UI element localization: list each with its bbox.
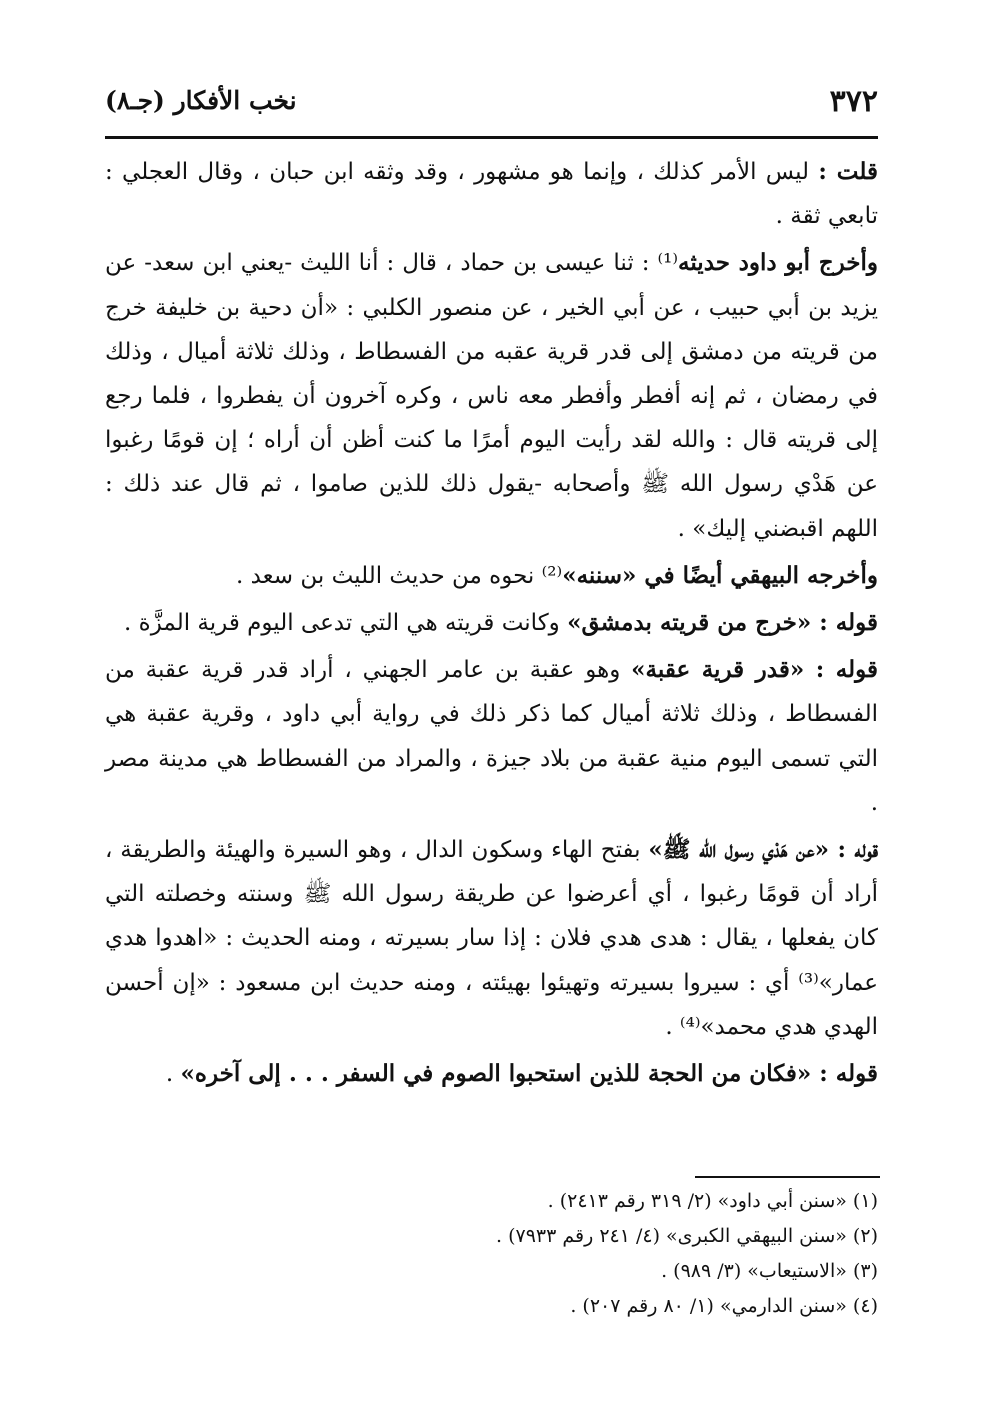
paragraph-bayhaqi	[105, 554, 878, 598]
paragraph-text: بفتح الهاء وسكون الدال ، وهو السيرة والهيئة والطريقة ، أراد أن قومًا رغبوا ، أي أعرضوا عن طريقة رسول الله ﷺ وسنته وخصلته التي كان يفعلها ، يقال : هدى هدي فلان : إذا سار بسيرته ، ومنه الحديث : «اهدوا هدي عمار»⁽³⁾ أي : سيروا بسيرته وتهيئوا بهيئته ، ومنه حديث ابن مسعود : «إن أحسن الهدي هدي محمد»⁽⁴⁾ .	[105, 837, 878, 1040]
book-title: نخب الأفكار (جـ٨)	[105, 86, 297, 115]
footnote-3: (٣) «الاستيعاب» (٣/ ٩٨٩) .	[661, 1260, 878, 1282]
paragraph-qult	[105, 150, 878, 238]
paragraph-text: ⁽²⁾ نحوه من حديث الليث بن سعد .	[235, 562, 563, 589]
paragraph-text: ⁽¹⁾ : ثنا عيسى بن حماد ، قال : أنا الليث -يعني ابن سعد- عن يزيد بن أبي حبيب ، عن أبي الخير ، عن منصور الكلبي : «أن دحية بن خليفة خرج من قريته من دمشق إلى قدر قرية عقبه من الفسطاط ، وذلك ثلاثة أميال ، وذلك في رمضان ، ثم إنه أفطر وأفطر معه ناس ، وكره آخرون أن يفطروا ، فلما رجع إلى قريته قال : والله لقد رأيت اليوم أمرًا ما كنت أظن أن أراه ؛ إن قومًا رغبوا عن هَدْي رسول الله ﷺ وأصحابه -يقول ذلك للذين صاموا ، ثم قال عند ذلك : اللهم اقبضني إليك» .	[105, 250, 879, 542]
paragraph-label: قوله : «قدر قرية عقبة»	[631, 656, 878, 684]
footnote-1: (١) «سنن أبي داود» (٢/ ٣١٩ رقم ٢٤١٣) .	[547, 1190, 878, 1212]
paragraph-hujja	[105, 1052, 878, 1096]
footnote-4: (٤) «سنن الدارمي» (١/ ٨٠ رقم ٢٠٧) .	[570, 1295, 878, 1317]
paragraph-text: .	[165, 1061, 181, 1088]
paragraph-label: قوله : «عن هَدْي رسول الله ﷺ»	[648, 836, 878, 864]
paragraph-uqba	[105, 648, 878, 825]
footnote-rule	[695, 1176, 880, 1178]
paragraph-text: ليس الأمر كذلك ، وإنما هو مشهور ، وقد وثقه ابن حبان ، وقال العجلي : تابعي ثقة .	[105, 159, 878, 230]
header-rule	[105, 136, 878, 139]
page-header	[105, 78, 878, 124]
paragraph-label: قوله : «فكان من الحجة للذين استحبوا الصوم في السفر . . . إلى آخره»	[180, 1060, 878, 1088]
paragraph-text: وكانت قريته هي التي تدعى اليوم قرية المزَّة .	[124, 610, 568, 637]
paragraph-hady	[105, 828, 878, 1049]
main-text	[105, 150, 878, 1099]
paragraph-text: وهو عقبة بن عامر الجهني ، أراد قدر قرية عقبة من الفسطاط ، وذلك ثلاثة أميال كما ذكر ذلك في رواية أبي داود ، وقرية عقبة هي التي تسمى اليوم منية عقبة من بلاد جيزة ، والمراد من الفسطاط هي مدينة مصر .	[105, 657, 878, 816]
footnotes	[105, 1184, 878, 1324]
paragraph-label: قوله : «خرج من قريته بدمشق»	[567, 609, 878, 637]
page-number: ٣٧٢	[829, 84, 878, 119]
paragraph-damascus	[105, 601, 878, 645]
footnote-2: (٢) «سنن البيهقي الكبرى» (٤/ ٢٤١ رقم ٧٩٣٣) .	[496, 1225, 878, 1247]
paragraph-label: وأخرجه البيهقي أيضًا في «سننه»	[562, 561, 878, 589]
paragraph-label: وأخرج أبو داود حديثه	[678, 249, 878, 277]
paragraph-label: قلت :	[818, 158, 878, 185]
paragraph-abu-dawud	[105, 241, 878, 550]
